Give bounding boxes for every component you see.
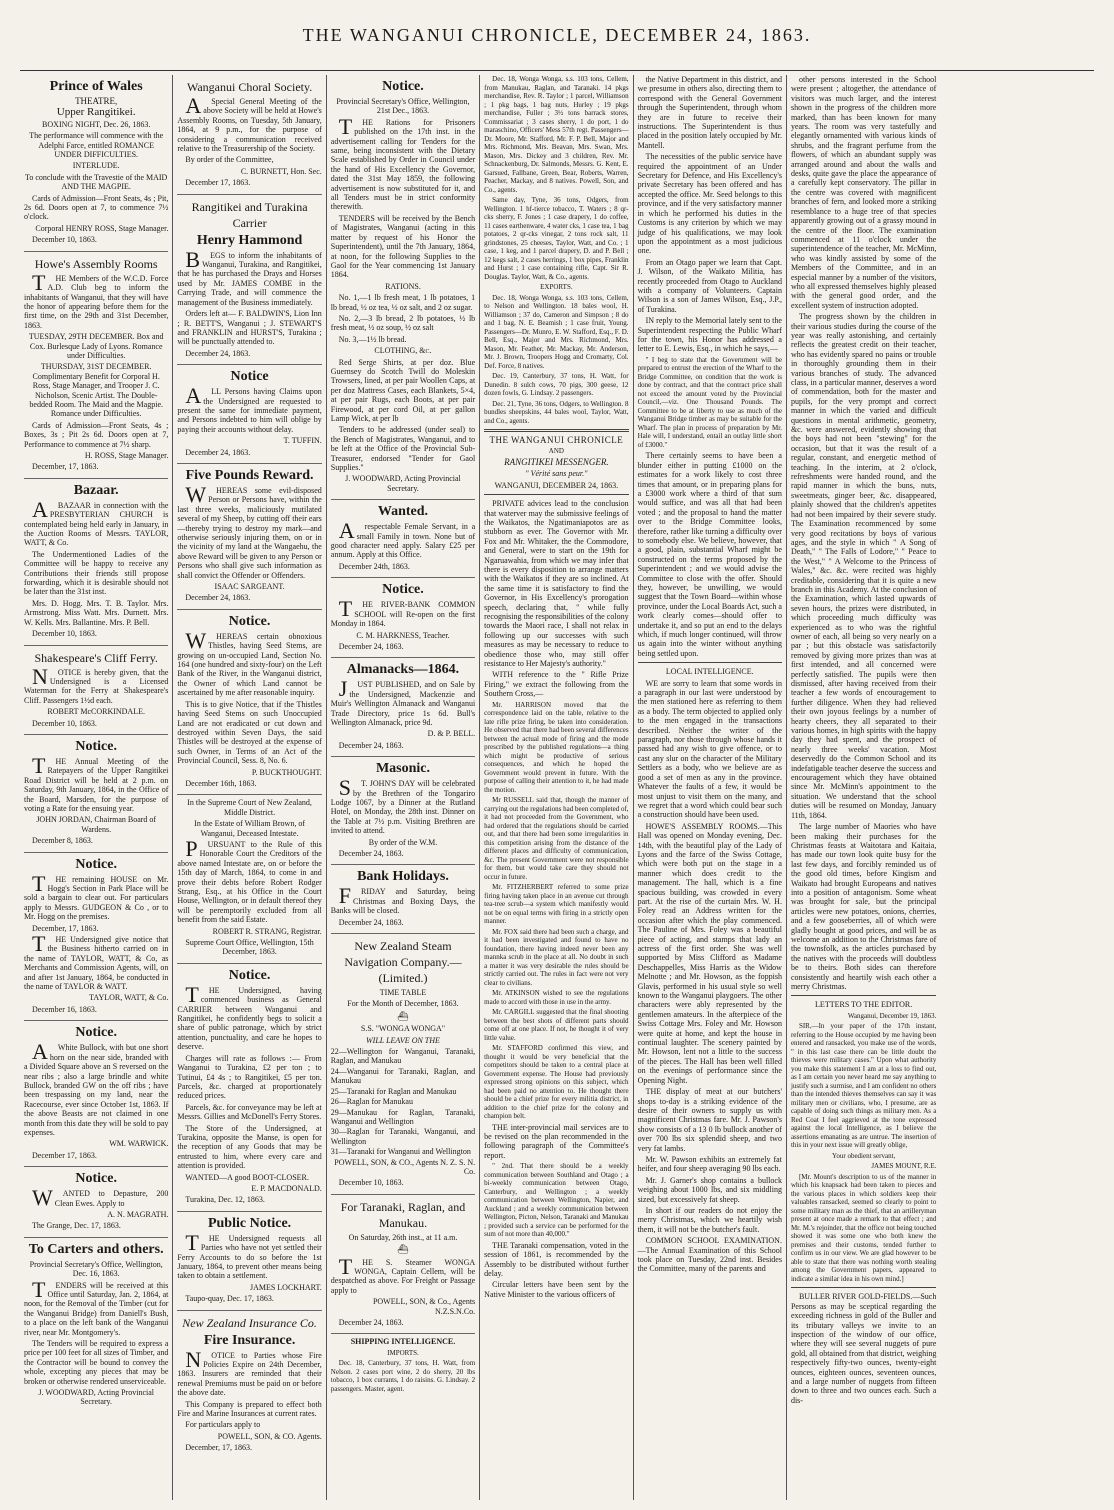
timetable-list [331, 1047, 475, 1156]
article-text: From an Otago paper we learn that Capt. J. Wilson, of the Waikato Militia, has recently proceeded from Otago to Auckland with a company of Volunteers. Captain Wilson is a son of James Wilson, Esq., J.P., of Turakina. [637, 257, 782, 314]
ad-text: THE remaining HOUSE on Mr. Hogg's Section in Park Place will be sold a bargain to clear out. For particulars apply to Messrs. GUDGEON & Co , or to Mr. Hogg on the premises. [24, 870, 169, 922]
ad-date: December, 17, 1863. [185, 1443, 252, 1453]
ad-text: This is to give Notice, that if the Thistles having Seed Stems on such Unoccupied Land are not eradicated or cut down and destroyed within Seven Days, the said Thistles will be destroyed at the expense of such Owner, in Terms of an Act of the Provincial Council, Sess. 8, No. 6. [177, 699, 322, 766]
section-heading: LOCAL INTELLIGENCE. [665, 667, 754, 677]
ad-text: JUST PUBLISHED, and on Sale by the Undersigned, Mackenzie and Muir's Wellington Almanack and Wanganui Trade Directory, price 1s 6d. Bull's Wellington Almanack, price 9d. [330, 676, 476, 727]
article-text: Mr. W. Pawson exhibits an extremely fat heifer, and four sheep averaging 90 lbs each. [637, 1154, 782, 1174]
section-heading: LETTERS TO THE EDITOR. [815, 1000, 913, 1010]
article-text: Dec. 18, Canterbury, 37 tons, H. Watt, from Nelson. 2 cases port wine, 2 do sherry, 20 lbs tobacco, 1 box currants, 1 do raisins. G. Lindsay. 2 passengers. Master, agent. [330, 1359, 476, 1393]
ad-signature: ROBERT McCORKINDALE. [47, 707, 145, 717]
ad-text: In the Supreme Court of New Zealand, Middle District. [187, 798, 312, 817]
ad-text: ABAZAAR in connection with the PRESBYTERIAN CHURCH is contemplated being held early in January, in the Auction Rooms of Messrs. TAYLOR, WATT, & Co. [24, 496, 169, 548]
ad-title: Bazaar. [73, 482, 119, 498]
divider [638, 662, 782, 663]
ad-signature: D. & P. BELL. [427, 729, 476, 739]
ad-school [331, 578, 475, 658]
ad-signature: C. BURNETT, Hon. Sec. [240, 166, 322, 176]
article-text: Dec. 19, Canterbury, 37 tons, H. Watt, for Dunedin. 8 sulch cows, 70 pigs, 300 geese, 12 dozen fowls, G. Lindsay. 2 passengers. [484, 372, 629, 397]
article-text: The necessities of the public service have required the appointment of an Under Secretary for Defence, and His Excellency's private Secretary has been offered and has accepted the office. Mr. Seed belongs to this province, and if the very satisfactory manner in which he performed his duties in the Customs is any criterion by which we may judge of his qualifications, we may look upon the appointment as a most judicious one. [637, 152, 782, 256]
ad-text: THE Undersigned give notice that the Business hitherto carried on in the name of TAYLOR, WATT, & Co, as Merchants and Commission Agents, will, on and after 1st January, 1864, be conducted in the name of TAYLOR & WATT. [24, 931, 169, 992]
ad-text: For the Month of December, 1863. [347, 999, 459, 1009]
ad-text: WILL LEAVE ON THE [366, 1035, 440, 1045]
article-text: IN reply to the Memorial lately sent to the Superintendent respecting the Public Wharf for the town, his Honor has addressed a letter to E. Lewis, Esq., in which he says,— [637, 316, 782, 354]
ad-text: The performance will commence with the Adelphi Farce, entitled ROMANCE UNDER DIFFICULTIES. [29, 131, 164, 160]
ad-date: The Grange, Dec. 17, 1863. [32, 1221, 121, 1231]
ad-signature: T. TUFFIN. [283, 436, 322, 446]
ad-date: December 24, 1863. [185, 447, 251, 457]
article-text: Mr. CARGILL suggested that the final shooting between the best shots of different parts should come off at one place. If not, he thought it of very little value. [484, 1008, 629, 1042]
ad-text: Cards of Admission—Front Seats, 4s ; Boxes, 3s ; Pit 2s 6d. Doors open at 7, Performance to commence at 7½ sharp. [24, 420, 169, 449]
ad-text: On Saturday, 26th inst., at 11 a.m. [348, 1232, 458, 1242]
letter-text: SIR,—In your paper of the 17th instant, referring to the House occupied by me having been entered and ransacked, you make use of the words, " in this last case there can be little doubt the thieves were military cases." Upon what authority you make this statement I am at a loss to find out, as I am certain you never heard me say anything to justify such a surmise, and I am confident no others than the intended thieves themselves can say it was military men or civilians, who, I presume, are as capable of doing such things as military men. As a Red Coat I feel aggrieved at the tone expressed against the local Intelligence, as I believe the assertions emanating as are untrue. The insertion of this in your next issue will greatly oblige, [790, 1022, 937, 1150]
ad-wanted-servant [331, 500, 475, 578]
column-1 [20, 75, 173, 1500]
ad-subhead: CLOTHING, &c. [374, 346, 432, 356]
ad-name: Henry Hammond [196, 232, 303, 248]
ad-text: WANTED—A good BOOT-CLOSER. [185, 1172, 309, 1182]
ad-bank-holidays [331, 865, 475, 934]
ad-signature: TAYLOR, WATT, & Co. [89, 993, 169, 1003]
ad-text: Charges will rate as follows :— From Wanganui to Turakina, £2 per ton ; to Tutinui, £4 4s ; to Rangitikei, £5 per ton. Parcels, &c. charged at proportionately reduced prices. [177, 1053, 322, 1101]
ad-text: ST. JOHN'S DAY will be celebrated by the Brethren of the Tongariro Lodge 1067, by a Dinner at the Rutland Hotel, on Monday, the 28th inst. Dinner on the Table at 7½ p.m. Visiting Brethren are invited to attend. [330, 775, 476, 836]
ad-carters [24, 1238, 168, 1413]
shipping-continued [484, 75, 628, 425]
article-text: Mr. HARRISON moved that the correspondence laid on the table, relative to the late rifle prize firing, be taken into consideration. He observed that there had been several differences between the actual mode of firing and the mode prescribed by the published regulations—a thing which might be productive of serious consequences, and which he hoped the Government would prevent in future. With the purpose of calling their attention to it, he had made the motion. [484, 700, 629, 794]
ad-text: NOTICE to Parties whose Fire Policies Expire on 24th December, 1863. Insurers are reminded that their renewal Premiums must be paid on or before the above date. [177, 1346, 322, 1398]
ad-title: Notice [230, 369, 269, 385]
article-text: THE Taranaki compensation, voted in the session of 1861, is recommended by the Assembly to be distributed without further delay. [484, 1240, 629, 1278]
ad-masonic [331, 757, 475, 865]
ad-text: Arespectable Female Servant, in a small Family in town. None but of good character need apply. Salary £25 per annum. Apply at this Office. [330, 518, 476, 560]
divider [791, 995, 936, 996]
article-text: the Native Department in this district, and we presume in others also, directing them to correspond with the General Government through the Superintendent, through whom they are in future to receive their instructions. The Superintendent is thus placed in the position lately occupied by Mr. Mantell. [637, 75, 782, 150]
ad-howes-rooms [24, 252, 168, 479]
ad-signature: WM. WARWICK. [109, 1139, 169, 1149]
ad-notice-bullock [24, 1021, 168, 1167]
ad-date: December, 17, 1863. [32, 923, 99, 933]
ad-date: December 10, 1863. [32, 629, 97, 639]
ad-text: Red Serge Shirts, at per doz. Blue Guernsey do Scotch Twill do Moleskin Trowsers, lined, at per pair Woollen Caps, at per doz Mattress Cases, each Blankets, 5×4, at per pair Rugs, each Boots, at per pair Firewood, at per cord Oil, at per gallon Lamp Wick, at per lb [330, 357, 476, 423]
column-4 [480, 75, 633, 1500]
ad-title: To Carters and others. [28, 1241, 164, 1257]
ad-date: December 17, 1863. [185, 178, 251, 188]
ad-text: THE Rations for Prisoners published on the 17th inst. in the advertisement calling for Tenders for the same, being inconsistent with the Dietary Scale established by Order in Council under the hand of His Excellency the Governor, dated the 31st May 1859, the following advertisement is now substituted for it, and all Tenders must be in strict conformity therewith. [330, 113, 476, 212]
ad-signature: E. P. MACDONALD. [251, 1183, 322, 1193]
leader-title: THE WANGANUI CHRONICLE [489, 435, 624, 445]
ad-title: Wanganui Choral Society. [186, 80, 313, 94]
ad-bazaar [24, 479, 168, 646]
ad-carrier-hammond [177, 195, 321, 365]
ad-notice-ratepayers [24, 735, 168, 853]
leader-title: RANGITIKEI MESSENGER. [504, 456, 609, 467]
article-text: Dec. 18, Wonga Wonga, s.s. 103 tons, Cellem, from Manukau, Raglan, and Taranaki. 14 pkgs merchandise, Rev. R. Taylor ; 1 parcel, Williamson ; 1 pkg bags, 1 bag nuts, Hurley ; 19 pkgs merchandise, Fuller ; 3½ tons barrack stores, Commissariat ; 3 cases sherry, 1 do port, 1 do maraschino, Officers' Mess 57th regt. Passengers—Dr. Moore, Mr. Stafford, Mr. F. P. Bell, Major and Mrs. Richmond, Mrs. Beavan, Mrs. Swan, Mrs. Mason, Mrs. Dickey and 3 children, Rev. Mr. Schnackenburg, Dr. Salmonds, Messrs. G. Kent, E. Garsued, Fallbane, Green, Bear, Roberts, Warren, Peacher, Mackay, and 8 natives. Powell, Son, and Co., agents. [484, 75, 629, 194]
ad-text: PURSUANT to the Rule of this Honorable Court the Creditors of the above named Intestate are, on or before the 15th day of March, 1864, to come in and prove their debts before Robert Rodger Strang, Esq., at his Office in the Court House, Wellington, or in default thereof they will be peremptorily excluded from all benefit from the said Estate. [177, 835, 322, 925]
ad-thistles [177, 610, 321, 796]
ad-reward [177, 464, 321, 610]
ad-text: WHEREAS some evil-disposed Person or Persons have, within the last three weeks, maliciously mutilated several of my Sheep, by cutting off their ears—thereby trying to destroy my mark—and otherwise seriously injuring them, on or in the vicinity of my land at the Wangaehu, the above Reward will be given to any Person or Persons who shall give such information as shall convict the Offender or Offenders. [177, 481, 322, 580]
article-text: " I beg to state that the Government will be prepared to entrust the erection of the Wharf to the Bridge Committee, on condition that the work is done by contract, and that the contract price shall not exceed the amount voted by the Provincial Council,—viz. One Thousand Pounds. The Committee to be at liberty to use as much of the Wanganui Bridge timber as may be suitable for the Wharf. The plan in process of preparation by Mr. Hale will, I understand, entail an outlay little short of £3000." [637, 355, 782, 449]
ad-text: ALL Persons having Claims upon the Undersigned are requested to present the same for immediate payment, and Persons indebted to him will oblige by paying their accounts without delay. [177, 383, 322, 434]
column-6 [787, 75, 940, 1500]
article-text: WITH reference to the " Rifle Prize Firing," we extract the following from the Southern Cross,— [484, 670, 629, 699]
ad-signature: JOHN JORDAN, Chairman Board of Wardens. [36, 815, 157, 834]
article-text: Mr. FITZHERBERT referred to some prize firing having taken place in an avenue cut through tea-tree scrub—a system which manifestly would not be on equal terms with firing in a strictly open manner. [484, 883, 629, 926]
ad-notice-tuffin [177, 365, 321, 464]
article-text: Mr. STAFFORD confirmed this view, and thought it would be very beneficial that the competitors should be taken to a central place at Government expense. The House had previously expressed strong opinions on this subject, which had been paid no attention to. He thought there should be a chief prize for every militia district, in addition to the chief prize for the colony and champion belt. [484, 1044, 629, 1121]
ad-date: Turakina, Dec. 12, 1863. [185, 1195, 265, 1205]
ad-notice-house [24, 853, 168, 1022]
ad-text: BOXING NIGHT, Dec. 26, 1863. [42, 119, 151, 129]
ad-text: S.S. "WONGA WONGA" [360, 1024, 446, 1034]
article-text: COMMON SCHOOL EXAMINATION.—The Annual Examination of this School took place on Tuesday, 22nd inst. Besides the Committee, many of the parents and [637, 1236, 782, 1274]
article-text: Mr. J. Garner's shop contains a bullock weighing about 1000 lbs, and six middling sized, but excessively fat sheep. [637, 1175, 782, 1204]
section-subhead: EXPORTS. [540, 283, 573, 291]
ad-date: December 24, 1863. [338, 917, 404, 927]
ad-taranaki-voyage [331, 1195, 475, 1335]
ad-date: December 24, 1863. [338, 1318, 404, 1327]
ad-title: Five Pounds Reward. [185, 467, 314, 483]
ad-text: NOTICE is hereby given, that the Undersigned is a Licensed Waterman for the Ferry at Shakespeare's Cliff. Passengers 1½d each. [24, 663, 169, 705]
list-item: 22—Wellington for Wanganui, Taranaki, Raglan, and Manukau [330, 1047, 476, 1066]
ad-public-notice [177, 1212, 321, 1311]
ad-text: For particulars apply to [185, 1420, 261, 1430]
leader-motto: " Vérité sans peur." [525, 469, 588, 479]
ad-text: THE S. Steamer WONGA WONGA, Captain Cellem, will be despatched as above. For Freight or Passage apply to [330, 1253, 476, 1295]
ad-signature: POWELL, SON, & CO. Agents. [217, 1431, 322, 1441]
article-text: Same day, Tyne, 36 tons, Odgers, from Wellington. 1 hf-tierce tobacco, T. Waters ; 8 qr-cks sherry, F. Jones ; 1 case drapery, 1 do coffee, 11 cases earthenware, 4 water cks, 1 case tea, 1 bag potatoes, 2 qr-cks vinegar, 2 tons rock salt, 11 grindstones, 25 cheeses, Taylor, Watt, and Co. ; 1 case, 1 keg, and 1 parcel drapery, D. and P. Bell ; 12 kegs salt, 2 cases herrings, 1 box pipes, Franklin and Hurst ; 1 case containing rifle, Capt. Sir R. Douglas. Taylor, Watt, & Co., agents. [484, 196, 629, 281]
ad-title: New Zealand Insurance Co. [182, 1315, 317, 1330]
ad-title: Prince of Wales [49, 79, 143, 94]
ad-text: THE Undersigned requests all Parties who have not yet settled their Ferry Accounts to do so before the 1st January, 1864, to prevent other means being taken to obtain a settlement. [177, 1229, 322, 1281]
ad-title: Shakespeare's Cliff Ferry. [34, 650, 158, 665]
column-3 [327, 75, 480, 1500]
ad-text: The Store of the Undersigned, at Turakina, opposite the Manse, is open for the reception of any Goods that may be entrusted to him, where every care and attention is provided. [177, 1123, 322, 1171]
article-text: HOWE'S ASSEMBLY ROOMS.—This Hall was opened on Monday evening, Dec. 14th, with the beautiful play of the Lady of Lyons and the farce of the Swiss Cottage, which were both put on the stage in a manner which does credit to the management. The hall, which is a fine spacious building, was crowded in every part. At the rise of the curtain Mrs. W. H. Foley read an Address written for the occasion after which the play commenced. The Pauline of Mrs. Foley was a beautiful piece of acting, and stamps that lady an actress of the first order. She was well supported by Miss Clifford as Madame Deschappelles, Miss Harris as the Widow Melnotte ; and Mr. Howson, as the foppish Glavis, performed in his usual style so well known to the Wanganui playgoers. The other characters were ably represented by the gentlemen amateurs. In the afterpiece of the Swiss Cottage Mrs. Foley and Mr. Howson were quite at home, and kept the house in continual laughter. The scenery painted by Mr. Howson, lent not a little to the success of the pieces. The Hall has been well filled on the evenings of performance since the Opening Night. [637, 821, 782, 1085]
ad-supreme-court [177, 795, 321, 964]
ad-almanacks [331, 658, 475, 757]
article-text: " 2nd. That there should be a weekly communication between Southland and Otago ; a bi-weekly communication between Otago, Canterbury, and Wellington ; a weekly communication between Wellington, Napier, and Auckland ; and a weekly communication between Wellington, Picton, Nelson, Taranaki and Manukau ; provided such a service can be performed for the sum of not more than 40,000." [484, 1162, 629, 1239]
ad-text: No. 1,—1 lb fresh meat, 1 lb potatoes, 1 lb bread, ½ oz tea, ½ oz salt, and 2 oz sugar. [330, 293, 476, 312]
ad-date: December, 17, 1863. [32, 462, 99, 472]
section-heading: SHIPPING INTELLIGENCE. [350, 1337, 456, 1347]
ad-date: December 24, 1863. [338, 740, 404, 750]
ad-title: Notice. [75, 1171, 117, 1187]
ad-title: Bank Holidays. [357, 869, 449, 885]
list-item: 24—Wanganui for Taranaki, Raglan, and Manukau [330, 1066, 476, 1086]
ad-title: Masonic. [375, 761, 430, 777]
list-item: 29—Manukau for Raglan, Taranaki, Wanganui and Wellington [330, 1107, 476, 1126]
article-text: other persons interested in the School were present ; altogether, the attendance of visitors was much larger, and the interest shown in the progress of the children more marked, than has been known for many years. The room was very tastefully and elegantly ornamented with various kinds of shrubs, and the fragrant perfume from the flowers, of which an abundant supply was arranged around and about the walls and desks, quite gave the place the appearance of a carefully kept conservatory. The pillar in the centre was covered with magnificent branches of fern, and looked more a striking resemblance to a huge tree of that species apparently growing out of a grassy mound in the centre of the floor. The examination commenced at 11 o'clock under the superintendence of the teacher, Mr. McMinn, who was kindly assisted by some of the Members of the Committee, and in an especial manner by a number of the visitors, who all expressed themselves highly pleased with the general good order, and the excellent system of instruction adopted. [790, 75, 937, 310]
article-text: In short if our readers do not enjoy the merry Christmas, which we heartily wish them, it will not be the butcher's fault. [637, 1205, 782, 1234]
ad-title: Notice. [75, 856, 117, 872]
ad-title: Notice. [75, 1025, 117, 1041]
ad-signature: Corporal HENRY ROSS, Stage Manager. [35, 223, 169, 233]
ad-text: No. 3,—1½ lb bread. [338, 334, 407, 344]
ad-subtitle: THEATRE, [75, 96, 118, 106]
ad-text: THE Undersigned, having commenced business as General CARRIER between Wanganui and Rangitikei, he confidently begs to solicit a share of public patronage, which by strict attention, punctuality, and care he hopes to deserve. [177, 981, 322, 1052]
ad-text: THE Members of the W.C.D. Force A.D. Club beg to inform the inhabitants of Wanganui, that they will have the honor of appearing before them for the first time, on the 29th and 31st December, 1863. [24, 269, 169, 330]
ad-notice-ewes [24, 1167, 168, 1238]
ad-text: Mrs. D. Hogg. Mrs. T. B. Taylor. Mrs. Armstrong. Miss Watt. Mrs. Durnett. Mrs. W. Kells. Mrs. Ballantine. Mrs. P. Bell. [24, 598, 169, 627]
ad-title: Notice. [75, 738, 117, 754]
ad-date: December 24, 1863. [338, 641, 404, 651]
ad-subtitle: Upper Rangitikei. [56, 106, 136, 119]
ad-subhead: RATIONS. [385, 281, 421, 291]
letter-editor-note: [Mr. Mount's description to us of the manner in which his knapsack had been taken to pieces and the various places in which soldiers keep their valuables ransacked, seemed so clearly to point to some military man as the thief, that an artilleryman present at once made a remark to that effect ; and Mr. M.'s rejoinder, that the office not being touched showed it was some one who both knew the premises and their customs, tended further to confirm us in our view. We are glad however to be able to state that there was nothing worth stealing among the Government papers, appeared to indicate a similar idea in his own mind.] [790, 1172, 937, 1283]
column-5 [634, 75, 787, 1500]
ad-signature: By order of the W.M. [368, 837, 438, 847]
masthead-title: THE WANGANUI CHRONICLE, DECEMBER 24, 1863. [302, 24, 812, 45]
ad-date: December 10, 1863. [32, 718, 97, 728]
list-item: 31—Taranaki for Wanganui and Wellington [330, 1147, 471, 1157]
ad-signature: JAMES LOCKHART. [249, 1282, 322, 1292]
ad-signature: H. ROSS, Stage Manager. [84, 451, 169, 460]
columns [20, 75, 1094, 1500]
ad-text: This Company is prepared to effect both Fire and Marine Insurances at current rates. [177, 1399, 322, 1419]
shipping-intelligence [331, 1334, 475, 1399]
ad-date: December 24, 1863. [185, 593, 251, 603]
ad-title: Public Notice. [207, 1215, 292, 1231]
leader-and: AND [548, 447, 564, 456]
ad-prince-of-wales [24, 75, 168, 252]
ad-date: Taupo-quay, Dec. 17, 1863. [185, 1294, 274, 1304]
ad-signature: POWELL, SON, & CO., Agents N. Z. S. N. Co. [334, 1157, 476, 1176]
ad-text: The Undermentioned Ladies of the Committee will be happy to receive any Contributions their friends still propose forwarding, which it is desirable should not be later than the 31st inst. [24, 549, 169, 597]
ad-signature: J. WOODWARD, Acting Provincial Secretary. [345, 474, 461, 493]
ad-title: New Zealand Steam Navigation Company.—(Limited.) [344, 939, 462, 986]
ad-date: December 8, 1863. [32, 836, 93, 846]
ad-ferry [24, 646, 168, 735]
ad-title: Wanted. [377, 504, 429, 520]
article-text: Mr RUSSELL said that, though the manner of carrying out the regulations had been completed of, it had not proceeded from the Government, who had ordered that the regulations should be carried out, and that there had been some irregularities in this competition arising from the distance of the different places and difficulty of communication, &c. The present Government were not responsible for them, but would take care they should not occur in future. [484, 796, 629, 881]
ad-text: TENDERS will be received by the Bench of Magistrates, Wanganui (acting in this matter by request of his Honor the Superintendent), until the 7th January, 1864, at noon, for the following Supplies to the Gaol for the Year commencing 1st January 1864. [330, 213, 476, 280]
ad-text: In the Estate of William Brown, of Wanganui, Deceased Intestate. [194, 819, 305, 838]
ad-text: THE Annual Meeting of the Ratepayers of the Upper Rangitikei Road District will be held at 2 p.m. on Saturday, 9th January, 1864, in the Office of the Board, Marsden, for the purpose of voting a Rate for the ensuing year. [24, 752, 169, 813]
ad-signature: POWELL, SON, & Co., Agents N.Z.S.N.Co. [372, 1297, 476, 1316]
ad-title: Notice. [382, 79, 424, 94]
article-text: Mr. FOX said there had been such a charge, and it had been investigated and found to have no foundation, there having indeed never been any mannka scrub in the place at all. No doubt in such a matter it was very desirable the rules should be strictly carried out. The rules in fact were not very clear to civilians. [484, 927, 629, 987]
ad-text: THE RIVER-BANK COMMON SCHOOL will Re-open on the first Monday in 1864. [330, 596, 476, 629]
ad-choral-society [177, 75, 321, 195]
article-text: BULLER RIVER GOLD-FIELDS.—Such Persons as may be sceptical regarding the exceeding richness in gold of the Buller and its tributary valleys we invite to an inspection of the window of our office, where they will see several nuggets of pure gold, all obtained from that district, weighing respectively fifty-two ounces, twenty-eight ounces, eighteen ounces, seventeen ounces, and a large number of nuggets from fifteen down to three and two ounces each. Such a dis- [790, 1292, 937, 1405]
ad-date: December 17, 1863. [32, 1150, 97, 1160]
ad-text: Provincial Secretary's Office, Wellington, Dec. 16, 1863. [29, 1259, 163, 1279]
list-item: 26—Raglan for Manukau [330, 1097, 413, 1107]
ad-text: Orders left at— F. BALDWIN'S, Lion Inn ; R. BETT'S, Wanganui ; J. STEWART'S and FRANKLIN and HURST'S, Turakina ; will be punctually attended to. [177, 309, 322, 347]
ship-icon: ⛴ [397, 1244, 409, 1255]
article-text: The progress shown by the children in their various studies during the course of the year was really astonishing, and certainly reflects the greatest credit on their teacher, who has evidently spared no pains or trouble in thoroughly grounding them in their various branches of study. The advanced class, in a particular manner, deserves a word of commendation, both for the master and pupils, for the very prompt and correct manner in which the varied and difficult questions in mental arithmetic, geometry, &c. were answered, evidently showing that the boys had not been "stewing" for the occasion, but that it was the result of a regular, constant, and energetic method of teaching. In the interim, at 2 o'clock, refreshments were handed round, and the rapid manner in which the buns, nuts, sweetmeats, ginger beer, &c. disappeared, plainly showed that the children's appetites had not been impaired by their severe study. The Examination recommenced by some very good recitations by boys of various ages, and the style in which " A Song of Death," " The Falls of Lodore," " Peace to the West," " A Welcome to the Princess of Wales," &c. &c. were recited was highly creditable, considering that it is quite a new branch in this Academy. At the conclusion of the Examination, which lasted upwards of seven hours, the prizes were distributed, in which proceeding much difficulty was experienced as to who was the rightful owner of each, all being so very nearly on a par ; but this obstacle was satisfactorily removed by giving more prizes than was at first intended, and all concerned were perfectly satisfied. The pupils were then dismissed, after having received from their teacher a few words of encouragement to further diligence. When they had relieved their own joyous feelings by a number of hearty cheers, they all separated to their various homes, in high spirits with the happy day they had spent, and the prospect of nearly three weeks' vacation. Most deservedly do the Common School and its indefatigable teacher deserve the success and encouragement which they have obtained since Mr. McMinn's appointment to the situation. We understand that the school duties will be resumed on Monday, January 11th, 1864. [790, 312, 937, 820]
ad-title: Notice. [228, 967, 271, 983]
ad-title: Almanacks—1864. [346, 662, 460, 678]
ad-title: Notice. [382, 582, 424, 598]
ad-title: Howe's Assembly Rooms [34, 256, 158, 271]
ad-date: December 10, 1863. [32, 235, 97, 245]
ad-date: December 16, 1863. [32, 1004, 97, 1014]
ad-date: December 10, 1863. [338, 1178, 404, 1188]
ad-text: WHEREAS certain obnoxious Thistles, having Seed Stems, are growing on un-occupied Land, Section No. 164 (one hundred and sixty-four) on the Left Bank of the River, in the Wanganui district, the Owner of which Land cannot be ascertained by me after reasonable inquiry. [177, 627, 322, 698]
article-text: Circular letters have been sent by the Native Minister to the various officers of [484, 1280, 629, 1299]
ad-text: TENDERS will be received at this Office until Saturday, Jan. 2, 1864, at noon, for the Removal of the Timber (cut for the Wanganui Bridge) from Daniell's Bush, to a place on the left bank of the Wanganui river, near Mr. Montgomery's. [24, 1276, 169, 1337]
ad-text: No. 2,—3 lb bread, 2 lb potatoes, ½ lb fresh meat, ½ oz soup, ½ oz salt [330, 313, 476, 333]
article-text: PRIVATE advices lead to the conclusion that waterver may the submissive feelings of the Waikatos, the Ngatimaniapotos are as stubborn as ever. The Governor with Mr. Fox and Mr. Whitaker, the the Commodore, and General, were to start on the 19th for Ngaruawahia, from which we may infer that there is every disposition to arrange matters with the Waikatos if they are so inclined. At the same time it is satisfactory to find the Governor, in His Excellency's prorogation speech, declaring that, " while fully recognising the responsibilities of the colony towards the Maori race, I shall not relax in following up our successes with such measures as may be necessary to reduce to obedience those who, may still offer resistance to Her Majesty's authority." [484, 499, 629, 669]
article-text: There certainly seems to have been a blunder either in putting £1000 on the estimates for a work likely to cost three times that amount, or in preparing plans for a £3000 work where a third of that sum would suffice, and was all that had been voted ; and the proposal to hand the matter over to the Bridge Committee looks, therefore, rather like turning a difficulty over to somebody else. We believe, however, that a good, plain, substantial Wharf might be constructed on the terms proposed by the Superintendent ; and we would advise the Committee to close with the offer. Should they, however, be unwilling, we would suggest that the Town Board—within whose province, under the Local Boards Act, such a work clearly comes—should offer to undertake it, and so put an end to the delays which, if much longer continued, will throw us again into the winter without anything being settled upon. [637, 451, 782, 658]
ad-signature: ISAAC SARGEANT. [214, 582, 285, 592]
divider [484, 429, 628, 432]
ad-text: FRIDAY and Saturday, being Christmas and Boxing Days, the Banks will be closed. [330, 883, 476, 916]
masthead [20, 0, 1094, 71]
ad-signature: ROBERT R. STRANG, Registrar. [212, 926, 322, 936]
ad-carrier-macdonald [177, 964, 321, 1212]
letter-signature: JAMES MOUNT, R.E. [871, 1162, 937, 1171]
ad-text: Provincial Secretary's Office, Wellington, 21st Dec., 1863. [336, 97, 470, 116]
divider [791, 1287, 936, 1288]
ad-steam-navigation [331, 934, 475, 1195]
ad-signature: C. M. HARKNESS, Teacher. [356, 630, 450, 640]
list-item: 25—Taranaki for Raglan and Manukau [330, 1086, 457, 1096]
ad-date: December 16th, 1863. [185, 778, 257, 788]
letter-date: Wanganui, December 19, 1863. [847, 1011, 937, 1020]
ad-title: Rangitikei and Turakina Carrier [191, 199, 308, 230]
ad-text: By order of the Committee, [185, 155, 274, 165]
ad-date: December 24, 1863. [338, 849, 404, 858]
ad-text: AWhite Bullock, with but one short horn on the near side, branded with a Divided Square above an S reversed on the near ribs ; also a large brindle and white Bullock, branded GW on the off ribs ; have been trespassing on my land, near the Racecourse, ever since October 1st, 1863. If the above Beasts are not claimed in one month from this date they will be sold to pay expenses. [24, 1039, 169, 1137]
leader-date: WANGANUI, DECEMBER 24, 1863. [494, 480, 619, 490]
article-text: Mr. ATKINSON wished to see the regulations made to accord with those in use in the army. [484, 989, 629, 1006]
ship-icon: ⛴ [397, 1010, 409, 1021]
list-item: 30—Raglan for Taranaki, Wanganui, and Wellington [330, 1127, 476, 1146]
article-text: Dec. 21, Tyne, 36 tons, Odgers, to Wellington. 8 bundles sheepskins, 44 bales wool, Taylor, Watt, and Co., agents. [484, 399, 629, 425]
ad-text: ASpecial General Meeting of the above Society will be held at Howe's Assembly Rooms, on Tuesday, 5th January, 1864, at 9 p.m., for the purpose of considering a communication received relative to the Treasurership of the Society. [177, 93, 322, 154]
ad-text: Cards of Admission—Front Seats, 4s ; Pit, 2s 6d. Doors open at 7, to commence 7½ o'clock. [24, 193, 169, 222]
article-text: The large number of Maories who have been making their purchases for the Christmas feasts at Waitotara and Kaitaia, has made our town look quite busy for the last few days, and forcibly reminded us of the good old times, before Kingism and Waikato had brought Europeans and natives into a position of antagonism. Some wheat was brought for sale, but the principal articles were new potatoes, onions, cherries, and a few gooseberries, all of which were gladly bought at good prices, and will be as welcome an addition to the Christmas fare of the townsfolk, as the articles purchased by the natives with the proceeds will doubtless be to theirs. Both sides can therefore consistently and heartily wish each other a merry Christmas. [790, 822, 937, 991]
ad-date: Supreme Court Office, Wellington, 15th December, 1863. [185, 938, 314, 957]
ad-text: TIME TABLE [379, 988, 427, 998]
column-2 [173, 75, 326, 1500]
article-text: WE are sorry to learn that some words in a paragraph in our last were understood by the men stationed here as referring to them as a body. The term objected to applied only to the men engaged in the transactions described. Neither the writer of the paragraph, nor those through whose hands it passed had any wish to give offence, or to cast any slur on the character of the Military Settlers as a body, who we believe are as good a set of men as any in the province. Whatever the faults of a few, it would be most unjust to visit them on the many, and we regret that a word which could bear such a construction should have been used. [637, 678, 782, 820]
ad-text: To conclude with the Travestie of the MAID AND THE MAGPIE. [25, 172, 168, 192]
ad-gaol-rations [331, 75, 475, 500]
ad-insurance [177, 1311, 321, 1459]
divider [484, 494, 628, 495]
ad-text: BEGS to inform the inhabitants of Wanganui, Turakina, and Rangitikei, that he has purchased the Drays and Horses used by Mr. JAMES COMBE in the Carrying Trade, and will commence the management of the Business immediately. [177, 246, 322, 307]
ad-text: Tenders to be addressed (under seal) to the Bench of Magistrates, Wanganui, and to be left at the Office of the Provincial Sub-Treasurer, endorsed "Tender for Gaol Supplies." [330, 425, 476, 473]
ad-signature: P. BUCKTHOUGHT. [251, 767, 322, 777]
ad-text: WANTED to Depasture, 200 Clean Ewes. Apply to [32, 1185, 169, 1211]
ad-name: Fire Insurance. [203, 1332, 296, 1348]
ad-text: The Tenders will be required to express a price per 100 feet for all sizes of Timber, and the Contractor will be bound to convey the whole, excepting any pieces that may be broken or otherwise rendered unserviceable. [24, 1339, 169, 1386]
ad-signature: J. WOODWARD, Acting Provincial Secretary. [38, 1388, 154, 1407]
editorial-leader [484, 436, 628, 1299]
ad-text: INTERLUDE. [72, 161, 120, 171]
section-subhead: IMPORTS. [387, 1348, 419, 1357]
ad-signature: A. N. MAGRATH. [107, 1209, 169, 1219]
ad-text: Parcels, &c. for conveyance may be left at Messrs. Gillies and McDonell's Ferry Stores. [177, 1102, 322, 1122]
ad-title: Notice. [228, 613, 271, 629]
ad-date: December 24th, 1863. [338, 561, 410, 571]
ad-title: For Taranaki, Raglan, and Manukau. [340, 1199, 466, 1230]
ad-text: TUESDAY, 29TH DECEMBER. Box and Cox. Burlesque Lady of Lyons. Romance under Difficulties. [28, 332, 164, 360]
letter-closing: Your obedient servant, [832, 1151, 896, 1160]
article-text: THE display of meat at our butchers' shops to-day is a striking evidence of the desire of their owners to supply us with magnificent Christmas fare. Mr. J. Pawson's show consists of a 13 0 lb bullock another of over 700 lbs six splendid sheep, and two very fat lambs. [637, 1087, 782, 1153]
ad-date: December 24, 1863. [185, 348, 251, 358]
article-text: THE inter-provincial mail services are to be revised on the plan recommended in the following paragraph of the Committee's report. [484, 1122, 629, 1160]
ad-text: THURSDAY, 31ST DECEMBER. Complimentary Benefit for Corporal H. Ross, Stage Manager, and Trooper J. C. Nicholson, Scenic Artist. The Double-bedded Room. The Maid and the Magpie. Romance under Difficulties. [29, 362, 163, 419]
article-text: Dec. 18, Wonga Wonga, s.s. 103 tons, Cellem, to Nelson and Wellington. 18 bales wool, H. Williamson ; 37 do, Cameron and Simpson ; 8 do and 1 bag, N. E. Beamish ; 1 case fruit, Young. Passengers—Dr. Munro, E. W. Stafford, Esq., F. D. Bell, Esq., Major and Mrs. Richmond, Mrs. Mason, Mr. Feather, Mr. Mackay, Mr. Anderson, Mr. J. Brown, Troopers Hogg and Cromarty, Col. Def. Force, 8 natives. [484, 293, 629, 370]
